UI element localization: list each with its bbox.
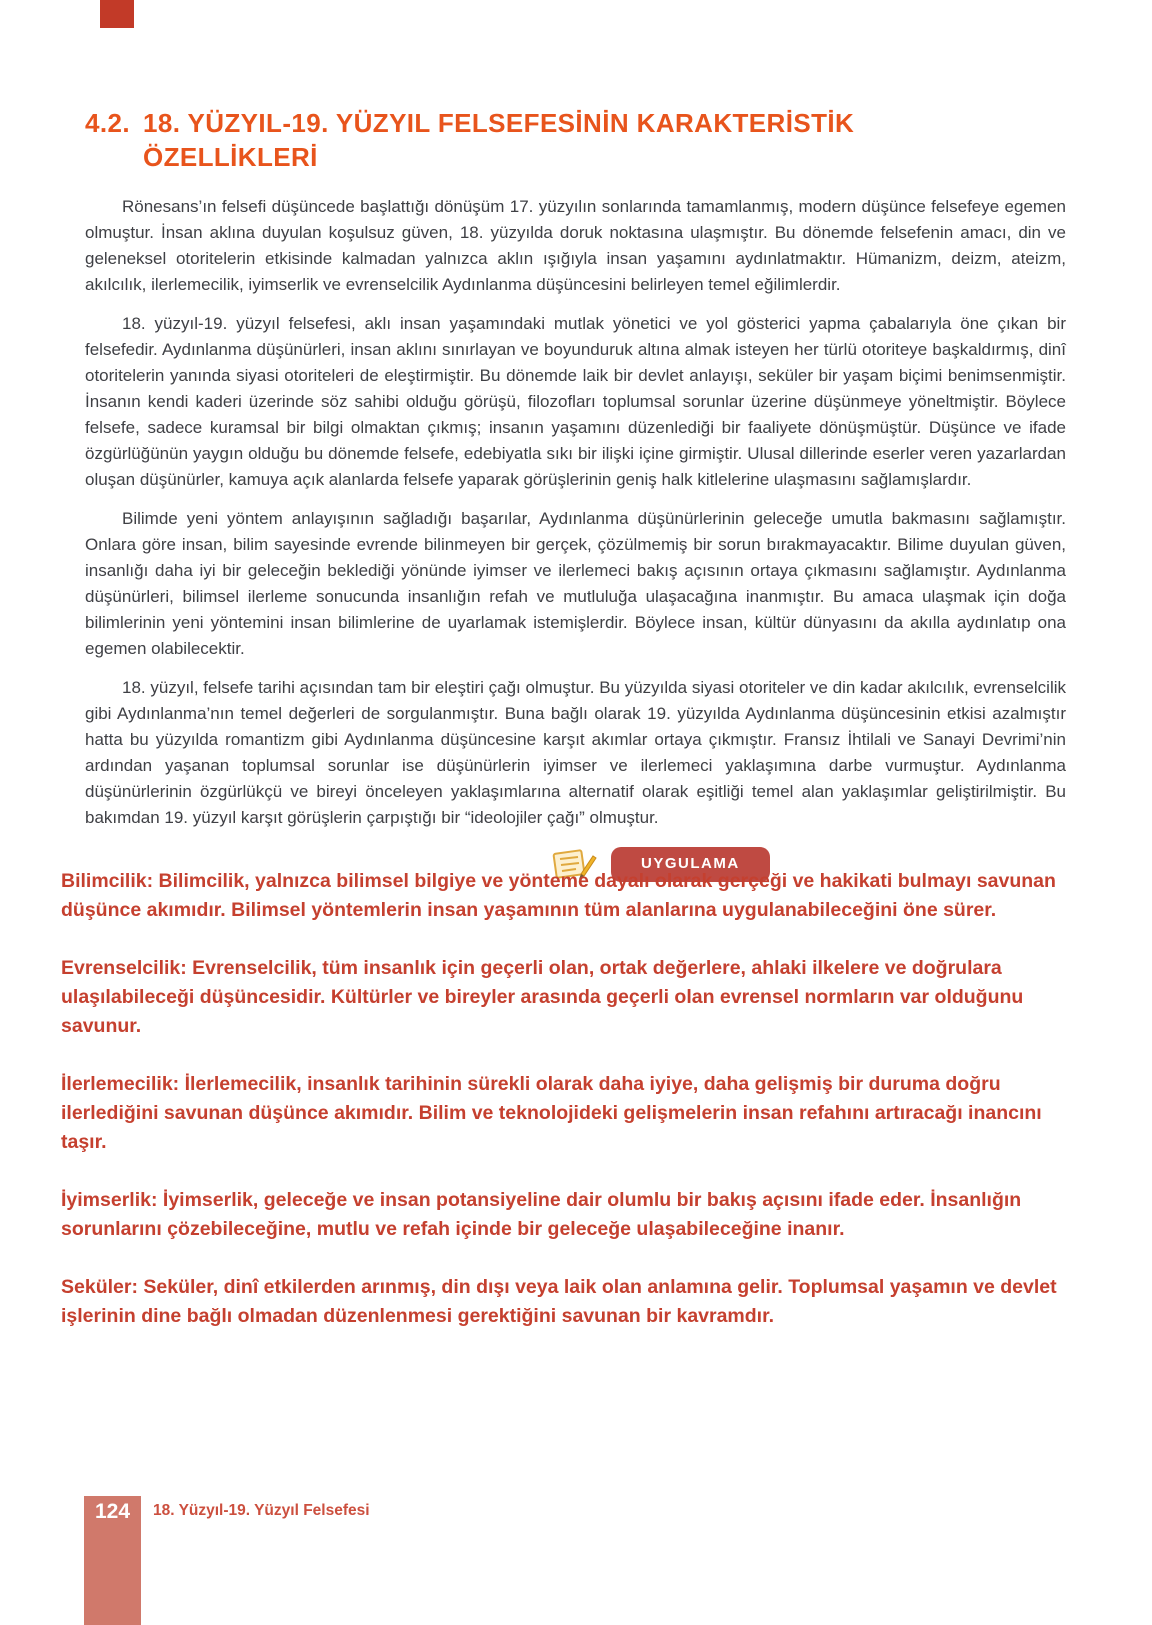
page-content (61, 0, 1066, 1331)
definitions-list (61, 867, 1078, 1331)
section-number: 4.2. (85, 108, 130, 138)
definition-term: İyimserlik: (61, 1189, 158, 1211)
definition-term: Evrenselcilik: (61, 957, 187, 979)
body-paragraph: 18. yüzyıl, felsefe tarihi açısından tam bir eleştiri çağı olmuştur. Bu yüzyılda siyasi otoriteler ve din kadar akılcılık, evrenselcilik gibi Aydınlanma’nın temel değerleri de sorgulanmıştır. Buna bağlı olarak 19. yüzyılda Aydınlanma düşüncesinin etkisi azalmıştır hatta bu yüzyılda romantizm gibi Aydınlanma düşüncesine karşıt akımlar ortaya çıkmıştır. Fransız İhtilali ve Sanayi Devrimi’nin ardından yaşanan toplumsal sorunlar ise düşünürlerin iyimser ve ilerlemeci yaklaşımına darbe vurmuştur. Aydınlanma düşünürlerinin özgürlükçü ve bireyi önceleyen yaklaşımlarına alternatif olarak eşitliği temel alan yaklaşımlar geliştirilmiştir. Bu bakımdan 19. yüzyıl karşıt görüşlerin çarpıştığı bir “ideolojiler çağı” olmuştur. (85, 678, 1066, 827)
uygulama-badge: UYGULAMA (611, 847, 770, 882)
definition-text: Seküler, dinî etkilerden arınmış, din dışı veya laik olan anlamına gelir. Toplumsal yaşamın ve devlet işlerinin dine bağlı olmadan düzenlenmesi gerektiğini savunan bir kavramdır. (61, 1276, 1057, 1327)
section-heading (85, 106, 1066, 174)
definition-item (61, 867, 1078, 925)
definition-item (61, 1186, 1078, 1244)
definition-item (61, 1070, 1078, 1157)
body-paragraph: Bilimde yeni yöntem anlayışının sağladığı başarılar, Aydınlanma düşünürlerinin geleceğe umutla bakmasını sağlamıştır. Onlara göre insan, bilim sayesinde evrende bilinmeyen bir gerçek, çözülmemiş bir sorun bırakmayacaktır. Bilime duyulan güven, insanlığı daha iyi bir geleceğin beklediği yönünde iyimser ve ilerlemeci bakış açısının ortaya çıkmasını sağlamıştır. Aydınlanma düşünürleri, bilimsel ilerleme sonucunda insanlığın refah ve mutluluğa ulaşacağına inanmıştır. Bu amaca ulaşmak için doğa bilimlerinin yeni yöntemini insan bilimlerine de uyarlamak istemişlerdir. Böylece insan, kültür dünyasını da akılla aydınlatıp ona egemen olabilecektir. (85, 509, 1066, 658)
definition-term: Bilimcilik: (61, 870, 154, 892)
definition-text: İlerlemecilik, insanlık tarihinin sürekli olarak daha iyiye, daha gelişmiş bir duruma doğru ilerlediğini savunan düşünce akımıdır. Bilim ve teknolojideki gelişmelerin insan refahını artıracağı inancını taşır. (61, 1073, 1042, 1153)
definition-text: Evrenselcilik, tüm insanlık için geçerli olan, ortak değerlere, ahlaki ilkelere ve doğrulara ulaşılabileceği düşüncesidir. Kültürler ve bireyler arasında geçerli olan evrensel normların var olduğunu savunur. (61, 957, 1024, 1037)
definition-item (61, 1273, 1078, 1331)
footer-label: 18. Yüzyıl-19. Yüzyıl Felsefesi (153, 1502, 370, 1519)
body-paragraph: 18. yüzyıl-19. yüzyıl felsefesi, aklı insan yaşamındaki mutlak yönetici ve yol gösterici yapma çabalarıyla öne çıkan bir felsefedir. Aydınlanma düşünürleri, insan aklını sınırlayan ve boyunduruk altına almak isteyen her türlü otoriteye başkaldırmış, dinî otoritelerin yanında siyasi otoriteleri de eleştirmiştir. Bu dönemde laik bir devlet anlayışı, seküler bir yaşam biçimi benimsenmiştir. İnsanın kendi kaderi üzerinde söz sahibi olduğu görüşü, filozofları toplumsal sorunlar üzerine düşünmeye yöneltmiştir. Böylece felsefe, sadece kuramsal bir bilgi olmaktan çıkmış; insanın yaşamını düzenlediği bir faaliyete dönüşmüştür. Düşünce ve ifade özgürlüğünün yaygın olduğu bu dönemde felsefe, edebiyatla sıkı bir ilişki içine girmiştir. Ulusal dillerinde eserler veren yazarlardan oluşan düşünürler, kamuya açık alanlarda felsefe yaparak görüşlerinin geniş halk kitlelerine ulaşmasını sağlamışlardır. (85, 314, 1066, 489)
definition-term: Seküler: (61, 1276, 138, 1298)
definition-term: İlerlemecilik: (61, 1073, 180, 1095)
page-number: 124 (94, 1500, 131, 1523)
definition-item (61, 954, 1078, 1041)
page-number-strip (84, 1496, 141, 1625)
body-paragraph: Rönesans’ın felsefi düşüncede başlattığı dönüşüm 17. yüzyılın sonlarında tamamlanmış, modern düşünce felsefeye egemen olmuştur. İnsan aklına duyulan koşulsuz güven, 18. yüzyılda doruk noktasına ulaşmıştır. Bu dönemde felsefenin amacı, din ve geleneksel otoritelerin etkisinde kalmadan yalnızca aklın ışığıyla insan yaşamını aydınlatmaktır. Hümanizm, deizm, ateizm, akılcılık, ilerlemecilik, iyimserlik ve evrenselcilik Aydınlanma düşüncesini belirleyen temel eğilimlerdir. (85, 197, 1066, 294)
section-title (143, 106, 854, 174)
section-title-line2: ÖZELLİKLERİ (142, 142, 318, 172)
definition-text: Bilimcilik, yalnızca bilimsel bilgiye ve yönteme dayalı olarak gerçeği ve hakikati bulmayı savunan düşünce akımıdır. Bilimsel yöntemlerin insan yaşamının tüm alanlarına uygulanabileceğini öne sürer. (61, 870, 1056, 921)
section-title-line1: 18. YÜZYIL-19. YÜZYIL FELSEFESİNİN KARAKTERİSTİK (142, 108, 855, 138)
definition-text: İyimserlik, geleceğe ve insan potansiyeline dair olumlu bir bakış açısını ifade eder. İnsanlığın sorunlarını çözebileceğine, mutlu ve refah içinde bir geleceğe ulaşabileceğine inanır. (61, 1189, 1022, 1240)
